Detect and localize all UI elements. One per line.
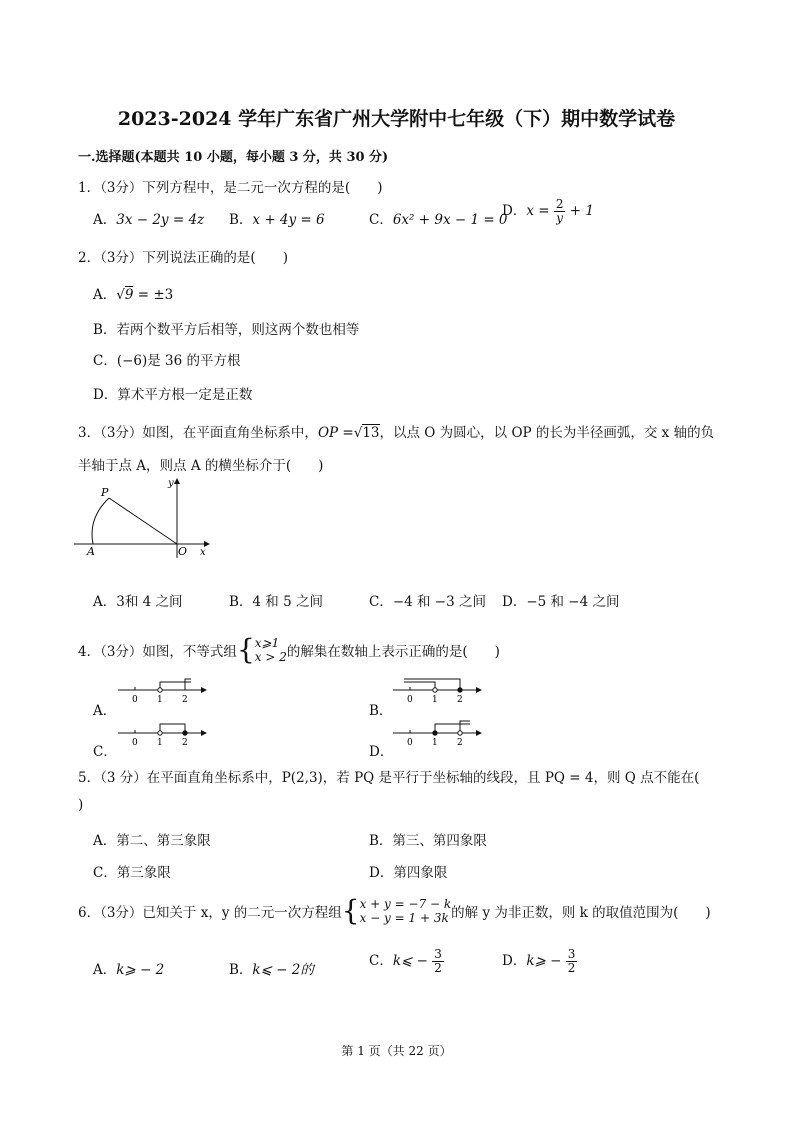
arrow-icon — [201, 687, 207, 693]
q6-option-a — [93, 958, 164, 978]
range-x-ge-1 — [160, 682, 191, 690]
q6-option-b — [229, 958, 314, 978]
open-dot — [458, 731, 462, 735]
arc-pa — [92, 498, 109, 544]
q6-c-fraction — [432, 948, 444, 975]
q4-stem-pre: 4．（3分）如图，不等式组 — [78, 644, 237, 660]
q2-stem: 2．（3分）下列说法正确的是( ) — [78, 250, 288, 266]
range-between — [160, 724, 185, 733]
q4-a-label: A． — [93, 703, 117, 719]
q1-option-c — [369, 208, 508, 228]
q6-a-label: A． — [93, 962, 117, 978]
q1-c-text: 6x² + 9x − 1 = 0 — [392, 212, 508, 228]
q6-c-pre: k⩽ − — [392, 953, 428, 969]
tick-label-1: 1 — [157, 738, 163, 747]
q4-numberline-b — [390, 676, 486, 704]
q2-a-label: A． — [93, 287, 117, 303]
q1-d-fraction — [554, 198, 566, 225]
section-heading: 一.选择题(本题共 10 小题，每小题 3 分，共 30 分) — [78, 150, 389, 165]
label-o: O — [178, 545, 188, 558]
q1-d-den: y — [556, 211, 564, 225]
tick-label-1: 1 — [157, 695, 163, 704]
q4-d-label: D． — [369, 744, 394, 760]
range-left-1 — [404, 682, 435, 690]
y-axis-arrow-icon — [174, 478, 180, 484]
q4-numberline-d — [390, 719, 486, 747]
q6-system — [360, 897, 452, 925]
left-brace-icon: { — [236, 633, 255, 666]
q1-stem: 1．（3分）下列方程中，是二元一次方程的是( ) — [78, 180, 383, 196]
q6-d-den: 2 — [567, 961, 576, 975]
q1-b-text: x + 4y = 6 — [252, 212, 325, 228]
q4-c-label: C． — [93, 744, 117, 760]
tick-label-0: 0 — [132, 738, 138, 747]
segment-op — [109, 498, 177, 544]
sqrt-sign-icon: √ — [353, 425, 363, 441]
q6-c-label: C． — [369, 953, 393, 969]
page-footer: 第 1 页（共 22 页） — [341, 1044, 452, 1058]
closed-dot — [183, 731, 187, 735]
q4-numberline-c — [115, 719, 211, 747]
q1-option-b — [229, 208, 325, 228]
q4-b-label: B． — [369, 703, 393, 719]
q2-option-b: B．若两个数平方后相等，则这两个数也相等 — [93, 322, 360, 338]
q6-c-num: 3 — [434, 947, 442, 961]
q5-stem-line1: 5．（3 分）在平面直角坐标系中，P(2,3)，若 PQ 是平行于坐标轴的线段，且 PQ = 4，则 Q 点不能在( — [78, 770, 700, 786]
q6-stem — [78, 894, 711, 927]
q5-stem-line2: ) — [78, 797, 84, 813]
open-dot — [158, 731, 162, 735]
q3-stem-line2: 半轴于点 A，则点 A 的横坐标介于( ) — [78, 458, 324, 474]
q6-c-den: 2 — [434, 961, 442, 975]
open-dot — [158, 688, 162, 692]
q1-d-pre: x = — [526, 203, 550, 219]
left-brace-icon: { — [341, 894, 360, 927]
tick-label-1: 1 — [432, 695, 438, 704]
q3-stem-post: ，以点 O 为圆心，以 OP 的长为半径画弧，交 x 轴的负 — [379, 425, 715, 441]
tick-label-2: 2 — [182, 695, 188, 704]
q3-figure — [74, 476, 214, 558]
closed-dot — [433, 731, 437, 735]
tick-label-2: 2 — [457, 738, 463, 747]
q6-d-fraction — [566, 948, 578, 975]
q1-b-label: B． — [229, 212, 253, 228]
q6-stem-pre: 6．（3分）已知关于 x，y 的二元一次方程组 — [78, 905, 342, 921]
q1-d-label: D． — [502, 203, 527, 219]
q6-option-d — [502, 948, 577, 975]
q3-option-a: A．3和 4 之间 — [93, 594, 183, 610]
range-x-gt-2 — [185, 679, 191, 690]
q5-option-d: D．第四象限 — [369, 865, 448, 881]
range-left-2 — [404, 679, 460, 690]
q3-radicand: 13 — [362, 425, 380, 441]
q1-d-num: 2 — [555, 197, 564, 211]
range-right-1 — [435, 724, 470, 733]
q1-a-label: A． — [93, 212, 117, 228]
q3-option-c: C．−4 和 −3 之间 — [369, 594, 487, 610]
q6-stem-post: 的解 y 为非正数，则 k 的取值范围为( ) — [451, 905, 711, 921]
q6-sys-line1: x + y = −7 − k — [359, 897, 452, 911]
q1-d-post: + 1 — [569, 203, 594, 219]
q3-op: OP = — [317, 425, 354, 441]
q4-numberline-a — [115, 676, 211, 704]
tick-label-2: 2 — [182, 738, 188, 747]
q5-option-c: C．第三象限 — [93, 865, 171, 881]
q6-b-text: k⩽ − 2的 — [252, 962, 314, 978]
q3-option-b: B．4 和 5 之间 — [229, 594, 323, 610]
q1-option-d — [502, 198, 594, 225]
q6-b-label: B． — [229, 962, 253, 978]
open-dot — [433, 688, 437, 692]
q6-sys-line2: x − y = 1 + 3k — [359, 911, 449, 925]
q6-d-num: 3 — [567, 947, 576, 961]
q3-stem-line1 — [78, 421, 714, 441]
sqrt-sign-icon: √ — [116, 287, 125, 303]
q4-stem — [78, 633, 500, 666]
label-p: P — [101, 486, 109, 499]
q6-d-pre: k⩾ − — [526, 953, 562, 969]
q2-option-c: C．(−6)是 36 的平方根 — [93, 353, 241, 369]
arrow-icon — [476, 687, 482, 693]
q6-option-c — [369, 948, 444, 975]
q4-stem-post: 的解集在数轴上表示正确的是( ) — [286, 644, 500, 660]
q5-option-a: A．第二、第三象限 — [93, 833, 211, 849]
q5-option-b: B．第三、第四象限 — [369, 833, 487, 849]
page-title: 2023-2024 学年广东省广州大学附中七年级（下）期中数学试卷 — [117, 108, 676, 130]
q2-a-post: = ±3 — [137, 287, 174, 303]
tick-label-1: 1 — [432, 738, 438, 747]
q2-option-a — [93, 283, 173, 303]
q4-sys-line1: x⩾1 — [254, 636, 280, 650]
q2-a-radicand: 9 — [124, 287, 134, 303]
q2-option-d: D．算术平方根一定是正数 — [93, 387, 253, 403]
arrow-icon — [476, 730, 482, 736]
q6-d-label: D． — [502, 953, 527, 969]
q3-stem-pre: 3．（3分）如图，在平面直角坐标系中， — [78, 425, 318, 441]
label-x: x — [200, 547, 206, 558]
q1-c-label: C． — [369, 212, 393, 228]
q4-system — [255, 636, 287, 664]
tick-label-0: 0 — [407, 738, 413, 747]
q6-a-text: k⩾ − 2 — [116, 962, 165, 978]
q3-option-d: D．−5 和 −4 之间 — [502, 594, 620, 610]
q1-option-a — [93, 208, 204, 228]
closed-dot — [458, 688, 462, 692]
q4-sys-line2: x > 2 — [254, 650, 287, 664]
arrow-icon — [201, 730, 207, 736]
q1-a-text: 3x − 2y = 4z — [116, 212, 205, 228]
label-y: y — [168, 478, 174, 489]
tick-label-0: 0 — [132, 695, 138, 704]
tick-label-0: 0 — [407, 695, 413, 704]
label-a: A — [87, 545, 95, 558]
tick-label-2: 2 — [457, 695, 463, 704]
